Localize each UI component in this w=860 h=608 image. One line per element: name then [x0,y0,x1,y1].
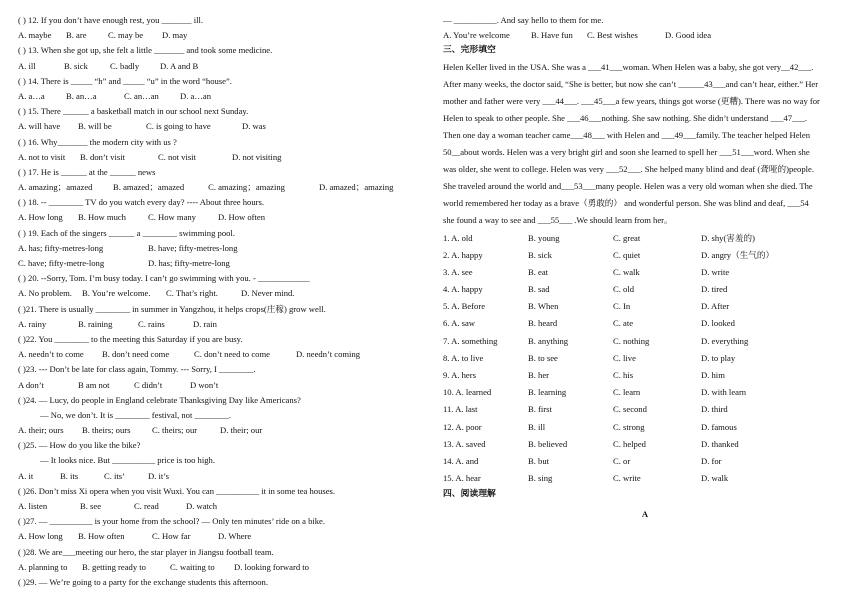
answer-options-row [18,180,418,195]
answer-option: D. needn’t coming [296,349,361,360]
cloze-option-row [443,281,847,298]
passage-line: was older, she went to college. Helen was very ___52___. She helped many blind and deaf (聋哑的)people. [443,164,814,175]
answer-option: C didn’t [134,379,163,390]
question-stem: ( )26. Don’t miss Xi opera when you visit Wuxi. You can __________ it in some tea houses. [18,485,336,496]
answer-option: A don’t [18,379,44,390]
passage-line: she found a way to see and ___55___ .We should learn from her。 [443,215,673,226]
answer-options-row [18,89,418,104]
cloze-option: 3. A. see [443,266,473,277]
cloze-option: B. sad [528,284,550,295]
answer-option: B am not [78,379,110,390]
cloze-option: B. young [528,232,560,243]
passage-line: world remembered her today as a brave（勇敢的） and wonderful person. She was blind and deaf, ___54 [443,198,809,209]
question-stem: ( ) 15. There ______ a basketball match in our school next Sunday. [18,106,249,117]
cloze-option: D. with learn [701,387,747,398]
question-stem: ( ) 12. If you don’t have enough rest, you _______ ill. [18,15,204,25]
answer-options-row [18,150,418,165]
answer-option: A. a…a [18,90,45,101]
answer-option: B. raining [78,318,113,329]
answer-options-row [18,256,418,271]
cloze-option: C. strong [613,421,645,432]
reading-part-a-label: A [641,508,649,519]
cloze-option: D. to play [701,352,736,363]
answer-option: C. rains [138,318,165,329]
answer-option: C. badly [110,60,140,71]
cloze-option: D. him [701,370,725,380]
cloze-option-row [443,470,847,487]
cloze-option: C. write [613,473,641,484]
question-stem: ( )22. You ________ to the meeting this Saturday if you are busy. [18,333,243,344]
cloze-option: B. sing [528,473,553,484]
cloze-option: C. learn [613,387,641,398]
answer-option: D. Good idea [665,30,712,41]
cloze-option: B. to see [528,352,558,363]
answer-options-row [18,529,418,544]
answer-option: A. listen [18,501,48,511]
left-column [18,13,418,590]
cloze-option: D. third [701,404,728,415]
cloze-option: 8. A. to live [443,352,484,363]
answer-options-row [18,499,418,514]
answer-options-row [18,59,418,74]
answer-option: C. amazing；amazing [208,182,285,193]
answer-options-row [18,28,418,43]
passage-line: Helen Keller lived in the USA. She was a ___41___woman. When Helen was a baby, she got very__42___. [443,61,814,72]
cloze-option: D. shy(害羞的) [701,232,755,243]
cloze-option: C. second [613,404,647,415]
answer-option: D. watch [186,501,218,511]
passage-line: mother and father were very ___44___. ___45___a few years, things got worse (更糟). There was no way for [443,95,820,106]
answer-option: B. have; fifty-metres-long [148,242,238,253]
answer-option: A. not to visit [18,151,66,162]
cloze-option: D. tired [701,284,728,295]
cloze-option: C. or [613,455,631,466]
cloze-passage [443,59,847,230]
cloze-option: D. walk [701,473,729,484]
cloze-option: 1. A. old [443,232,473,243]
question-stem: ( ) 18. -- ________ TV do you watch every day? ---- About three hours. [18,197,264,208]
answer-option: A. maybe [18,30,52,41]
cloze-option: B. learning [528,387,567,398]
passage-line: 50__about words. Helen was a very bright girl and soon she learned to spell her ___51___word. When she [443,147,810,158]
answer-option: B. amazed；amazed [113,182,185,193]
cloze-option-row [443,436,847,453]
cloze-option: C. quiet [613,249,641,260]
answer-option: D. may [162,30,188,41]
answer-option: C. read [134,501,159,511]
cloze-option: C. helped [613,438,646,449]
cloze-option-row [443,350,847,367]
answer-option: C. an…an [124,90,159,101]
answer-option: C. Best wishes [587,30,638,41]
answer-option: D. it’s [148,470,170,481]
cloze-option: C. In [613,301,631,312]
cloze-option: D. thanked [701,438,739,449]
answer-options-row [18,119,418,134]
answer-option: B. are [66,30,87,41]
answer-option: D. How often [218,212,266,223]
answer-option: A. rainy [18,318,47,329]
answer-options-row [18,469,418,484]
answer-option: A. needn’t to come [18,349,84,360]
answer-option: B. How often [78,531,125,542]
answer-option: B. getting ready to [82,561,146,572]
answer-option: A. it [18,470,34,481]
answer-options-row [18,378,418,393]
question-dialogue-line: — It looks nice. But __________ price is too high. [40,455,215,466]
cloze-option: 10. A. learned [443,387,492,398]
answer-option: B. You’re welcome. [82,288,151,299]
question-stem: ( )25. — How do you like the bike? [18,440,141,451]
answer-option: C. may be [108,30,144,41]
answer-option: A. No problem. [18,288,72,299]
cloze-option: B. sick [528,249,552,260]
cloze-option: B. heard [528,318,558,329]
answer-option: B. Have fun [531,30,573,41]
answer-option: D. a…an [180,90,212,101]
question-stem: ( ) 14. There is _____ “h” and _____ “u” in the word “house”. [18,75,232,86]
answer-option: A. ill [18,60,36,71]
cloze-option: D. angry（生气的） [701,249,775,260]
answer-options-row [18,210,418,225]
cloze-option: 14. A. and [443,455,479,466]
cloze-option: 11. A. last [443,404,478,415]
passage-line: After many weeks, the doctor said, “She is better, but now she can’t ______43___and can’t hear, either.” Her [443,78,819,89]
answer-option: C. don’t need to come [194,349,270,360]
question-stem: ( ) 19. Each of the singers ______ a ________ swimming pool. [18,227,235,238]
cloze-option: B. first [528,404,552,415]
question-stem: — __________. And say hello to them for me. [443,15,604,25]
answer-option: B. see [80,501,102,511]
cloze-option: 4. A. happy [443,284,483,295]
answer-option: C. have; fifty-metre-long [18,258,105,268]
cloze-option: 2. A. happy [443,249,483,260]
cloze-option: B. her [528,370,550,380]
cloze-option-row [443,247,847,264]
question-stem: ( ) 16. Why_______ the modern city with us ? [18,136,177,147]
cloze-option: B. eat [528,266,549,277]
cloze-option-row [443,315,847,332]
question-stem: ( )29. — We’re going to a party for the exchange students this afternoon. [18,576,268,587]
answer-option: A. will have [18,121,61,132]
cloze-option: 7. A. something [443,335,498,346]
answer-option: A. You’re welcome [443,30,510,41]
cloze-option: 5. A. Before [443,301,486,312]
answer-option: C. theirs; our [152,425,198,436]
cloze-option: D. write [701,266,730,277]
cloze-option-row [443,453,847,470]
question-stem: ( )21. There is usually ________ in summer in Yangzhou, it helps crops(庄稼) grow well. [18,303,326,314]
answer-option: D. Never mind. [241,288,295,299]
cloze-option-row [443,298,847,315]
cloze-option: B. but [528,455,550,466]
answer-option: A. amazing；amazed [18,182,93,193]
question-stem: ( )28. We are___meeting our hero, the star player in Jiangsu football team. [18,546,274,557]
cloze-option: D. everything [701,335,749,346]
cloze-option: C. walk [613,266,640,277]
cloze-option: 9. A. hers [443,370,476,380]
answer-option: B. don’t need come [102,349,170,360]
cloze-option: B. believed [528,438,568,449]
answer-option: C. waiting to [170,561,215,572]
cloze-option-row [443,333,847,350]
answer-option: D. their; our [220,425,263,436]
cloze-option: C. nothing [613,335,650,346]
cloze-option: B. ill [528,421,546,432]
answer-option: D. has; fifty-metre-long [148,258,230,268]
answer-option: D. Where [218,531,252,542]
cloze-option: C. live [613,352,636,363]
answer-options-row [18,423,418,438]
answer-options-row [18,347,418,362]
cloze-option: D. After [701,301,730,312]
answer-option: D. rain [193,318,217,329]
cloze-option-row [443,230,847,247]
cloze-option-row [443,384,847,401]
question-stem: ( )27. — __________ is your home from the school? — Only ten minutes’ ride on a bike. [18,516,326,527]
cloze-option-row [443,419,847,436]
answer-option: A. How long [18,212,63,223]
answer-option: B. How much [78,212,126,223]
question-dialogue-line: — No, we don’t. It is ________ festival, not ________. [40,409,232,420]
cloze-option: 12. A. poor [443,421,482,432]
answer-option: B. an…a [66,90,97,101]
answer-option: B. its [60,470,79,481]
answer-option: D. amazed；amazing [318,182,394,193]
answer-option: B. will be [78,121,112,132]
question-stem: ( ) 13. When she got up, she felt a little _______ and took some medicine. [18,45,273,56]
cloze-option: 6. A. saw [443,318,475,329]
cloze-option: C. ate [613,318,634,329]
cloze-option: C. great [613,232,641,243]
cloze-option: D. for [701,455,722,466]
answer-option: C. How far [152,531,191,542]
cloze-option-row [443,401,847,418]
answer-option: B. sick [64,60,88,71]
cloze-answer-options [443,230,847,488]
question-stem: ( ) 20. --Sorry, Tom. I’m busy today. I can’t go swimming with you. - ____________ [18,273,310,284]
answer-option: D. A and B [160,60,199,71]
answer-option: B. don’t visit [80,151,125,162]
passage-line: Then one day a woman teacher came___48___ with Helen and ___49___family. The teacher helped Helen [443,129,811,140]
answer-option: D. was [242,121,266,132]
answer-options-row [18,317,418,332]
answer-option: D. looking forward to [234,561,309,572]
answer-options-row [443,28,847,43]
answer-option: C. is going to have [146,121,211,132]
answer-option: B. theirs; ours [82,425,131,436]
cloze-option: C. his [613,370,634,380]
answer-option: C. its’ [104,470,126,481]
passage-line: Helen to speak to other people. She ___46___nothing. She saw nothing. She didn’t understand ___47___. [443,112,808,123]
answer-option: A. their; ours [18,425,64,436]
cloze-option-row [443,264,847,281]
answer-option: A. How long [18,531,63,542]
answer-option: C. not visit [158,151,196,162]
cloze-option: D. famous [701,421,737,432]
question-stem: ( )24. — Lucy, do people in England celebrate Thanksgiving Day like Americans? [18,394,301,405]
cloze-option: C. old [613,284,635,295]
question-stem: ( )23. --- Don’t be late for class again, Tommy. --- Sorry, I ________. [18,364,256,375]
cloze-option: B. When [528,301,559,312]
answer-option: C. That’s right. [166,288,218,299]
answer-option: C. How many [148,212,196,223]
answer-option: A. planning to [18,561,68,572]
cloze-option: 13. A. saved [443,438,486,449]
section-heading-reading: 四、阅读理解 [443,489,496,500]
right-column [443,13,847,522]
q29-continuation [443,13,847,43]
answer-option: D won’t [190,379,219,390]
cloze-option: B. anything [528,335,569,346]
question-stem: ( ) 17. He is ______ at the ______ news [18,166,156,177]
answer-options-row [18,241,418,256]
answer-option: D. not visiting [232,151,282,162]
passage-line: She traveled around the world and___53___many people. Helen was a very old woman when she died. The [443,181,813,192]
cloze-option: 15. A. hear [443,473,481,484]
section-heading-cloze: 三、完形填空 [443,45,496,56]
cloze-option: D. looked [701,318,735,329]
answer-option: A. has; fifty-metres-long [18,242,104,253]
answer-options-row [18,560,418,575]
answer-options-row [18,286,418,301]
cloze-option-row [443,367,847,384]
